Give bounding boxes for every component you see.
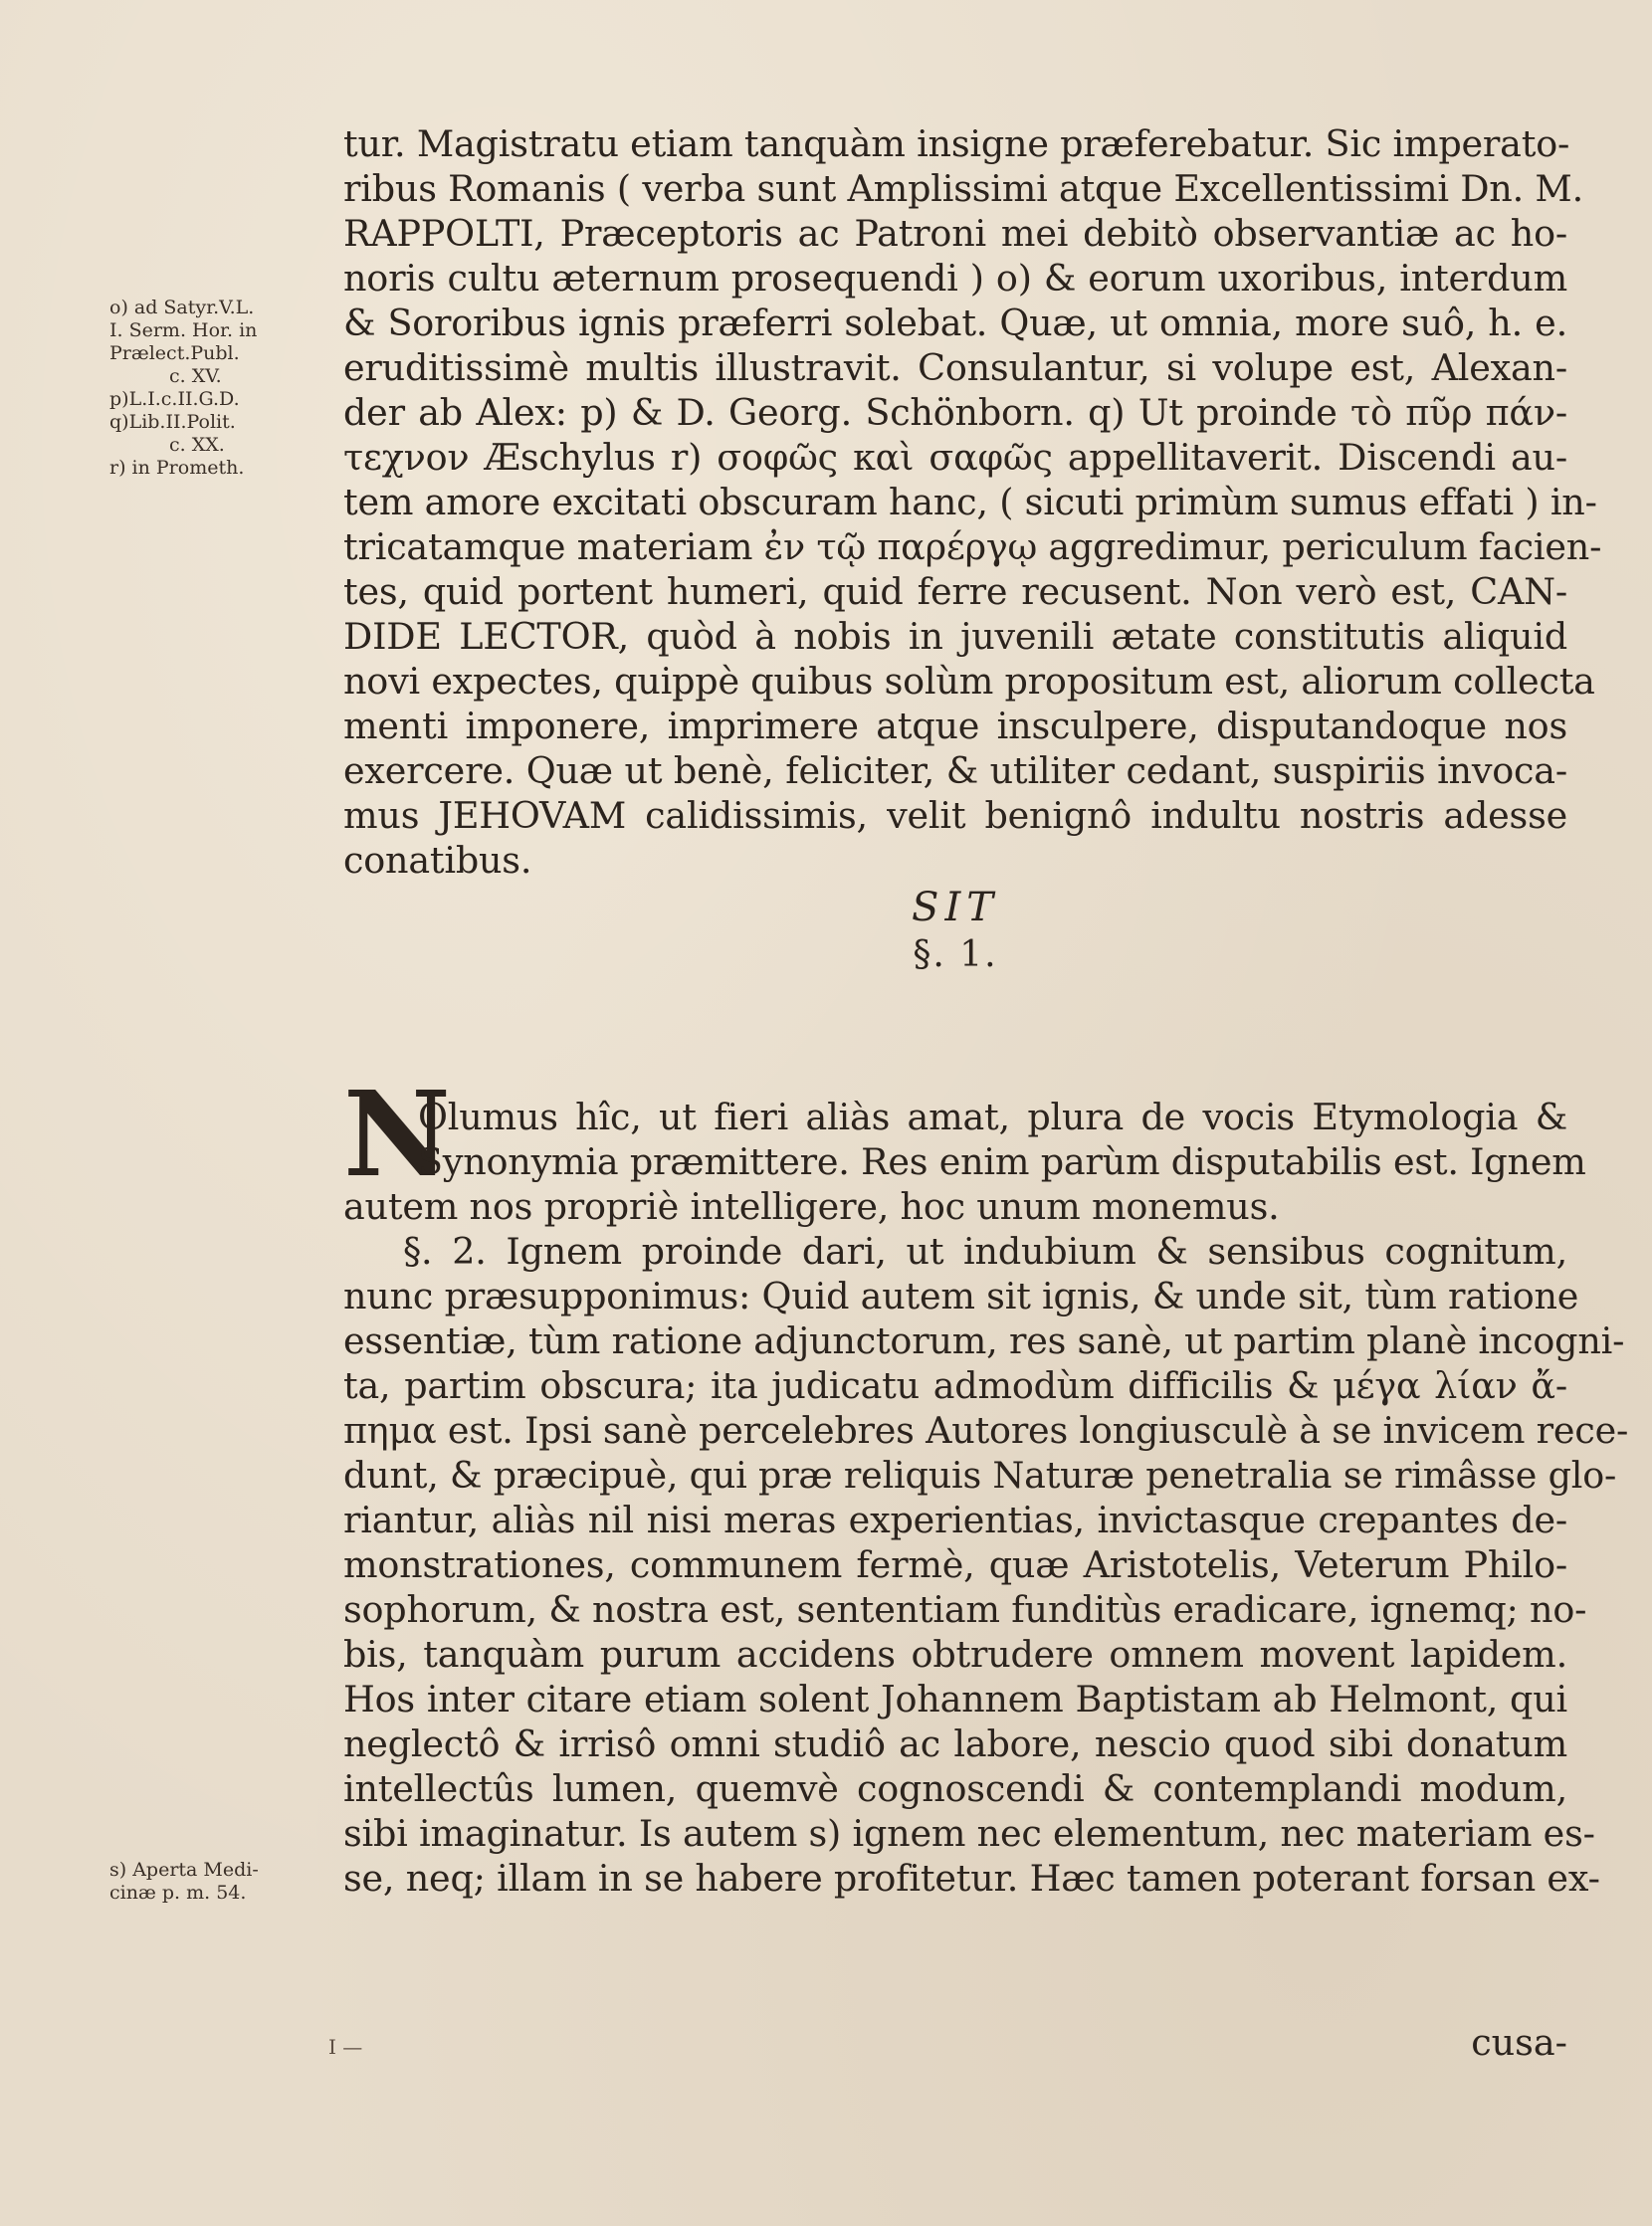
text-line: der ab Alex: p) & D. Georg. Schönborn. q) Ut proinde τὸ πῦρ πάν- <box>343 391 1567 434</box>
text-line: riantur, aliàs nil nisi meras experientias, invictasque crepantes de- <box>343 1499 1567 1541</box>
text-line: §. 2. Ignem proinde dari, ut indubium & sensibus cognitum, <box>403 1230 1567 1273</box>
text-line: RAPPOLTI, Præceptoris ac Patroni mei debitò observantiæ ac ho- <box>343 212 1567 255</box>
text-line: sibi imaginatur. Is autem s) ignem nec elementum, nec materiam es- <box>343 1812 1595 1855</box>
signature-mark: I — <box>328 2035 363 2059</box>
text-line: tes, quid portent humeri, quid ferre recusent. Non verò est, CAN- <box>343 570 1567 613</box>
text-line: novi expectes, quippè quibus solùm propositum est, aliorum collecta <box>343 660 1595 703</box>
text-line: tur. Magistratu etiam tanquàm insigne præferebatur. Sic imperato- <box>343 122 1570 165</box>
text-line: monstrationes, communem fermè, quæ Aristotelis, Veterum Philo- <box>343 1543 1567 1586</box>
text-line: πημα est. Ipsi sanè percelebres Autores longiusculè à se invicem rece- <box>343 1409 1629 1452</box>
heading-sit: SIT <box>912 885 999 930</box>
main-text-body <box>343 1095 1629 1901</box>
text-line: DIDE LECTOR, quòd à nobis in juvenili ætate constitutis aliquid <box>343 615 1567 658</box>
margin-note-s <box>109 1859 338 1905</box>
margin-note-line: c. XV. <box>169 365 222 387</box>
text-line: intellectûs lumen, quemvè cognoscendi & contemplandi modum, <box>343 1767 1567 1810</box>
text-line: Hos inter citare etiam solent Johannem Baptistam ab Helmont, qui <box>343 1678 1567 1720</box>
text-line: nunc præsupponimus: Quid autem sit ignis, & unde sit, tùm ratione <box>343 1275 1579 1317</box>
catchword: cusa- <box>1471 2021 1567 2064</box>
text-line: conatibus. <box>343 839 532 882</box>
margin-note-line: q)Lib.II.Polit. <box>109 411 236 433</box>
text-line: & Sororibus ignis præferri solebat. Quæ, ut omnia, more suô, h. e. <box>343 302 1567 344</box>
text-line: dunt, & præcipuè, qui præ reliquis Naturæ penetralia se rimâsse glo- <box>343 1454 1617 1497</box>
margin-note-line: p)L.I.c.II.G.D. <box>109 388 240 410</box>
text-line: se, neq; illam in se habere profitetur. Hæc tamen poterant forsan ex- <box>343 1857 1600 1900</box>
text-line: tricatamque materiam ἐν τῷ παρέργῳ aggredimur, periculum facien- <box>343 525 1602 568</box>
margin-note-line: o) ad Satyr.V.L. <box>109 297 255 318</box>
text-line: tem amore excitati obscuram hanc, ( sicuti primùm sumus effati ) in- <box>343 481 1597 523</box>
text-line: Synonymia præmittere. Res enim parùm disputabilis est. Ignem <box>418 1140 1586 1183</box>
text-line: eruditissimè multis illustravit. Consulantur, si volupe est, Alexan- <box>343 346 1567 389</box>
text-line: τεχνον Æschylus r) σοφῶς καὶ σαφῶς appellitaverit. Discendi au- <box>343 436 1567 479</box>
margin-note-line: c. XX. <box>169 434 225 456</box>
text-line: bis, tanquàm purum accidens obtrudere omnem movent lapidem. <box>343 1633 1567 1676</box>
main-text-top <box>343 121 1602 978</box>
margin-note-line: r) in Prometh. <box>109 457 245 479</box>
margin-note-line: s) Aperta Medi- <box>109 1859 259 1881</box>
text-line: menti imponere, imprimere atque insculpere, disputandoque nos <box>343 705 1567 747</box>
margin-note-line: Prælect.Publ. <box>109 342 240 364</box>
text-line: essentiæ, tùm ratione adjunctorum, res sanè, ut partim planè incogni- <box>343 1319 1625 1362</box>
text-line: exercere. Quæ ut benè, feliciter, & utiliter cedant, suspiriis invoca- <box>343 749 1567 792</box>
text-line: noris cultu æternum prosequendi ) o) & eorum uxoribus, interdum <box>343 257 1567 300</box>
drop-cap: N <box>343 1065 451 1203</box>
text-line: sophorum, & nostra est, sententiam funditùs eradicare, ignemq; no- <box>343 1588 1587 1631</box>
margin-note-o <box>109 297 338 480</box>
text-line: Olumus hîc, ut fieri aliàs amat, plura de vocis Etymologia & <box>418 1096 1567 1138</box>
text-line: autem nos propriè intelligere, hoc unum monemus. <box>343 1185 1280 1228</box>
text-line: mus JEHOVAM calidissimis, velit benignô indultu nostris adesse <box>343 794 1567 837</box>
margin-note-line: I. Serm. Hor. in <box>109 319 258 341</box>
section-number: §. 1. <box>913 934 998 975</box>
text-line: ribus Romanis ( verba sunt Amplissimi atque Excellentissimi Dn. M. <box>343 167 1583 210</box>
text-line: neglectô & irrisô omni studiô ac labore, nescio quod sibi donatum <box>343 1722 1567 1765</box>
text-line: ta, partim obscura; ita judicatu admodùm difficilis & μέγα λίαν ἄ- <box>343 1364 1567 1407</box>
margin-note-line: cinæ p. m. 54. <box>109 1882 247 1904</box>
